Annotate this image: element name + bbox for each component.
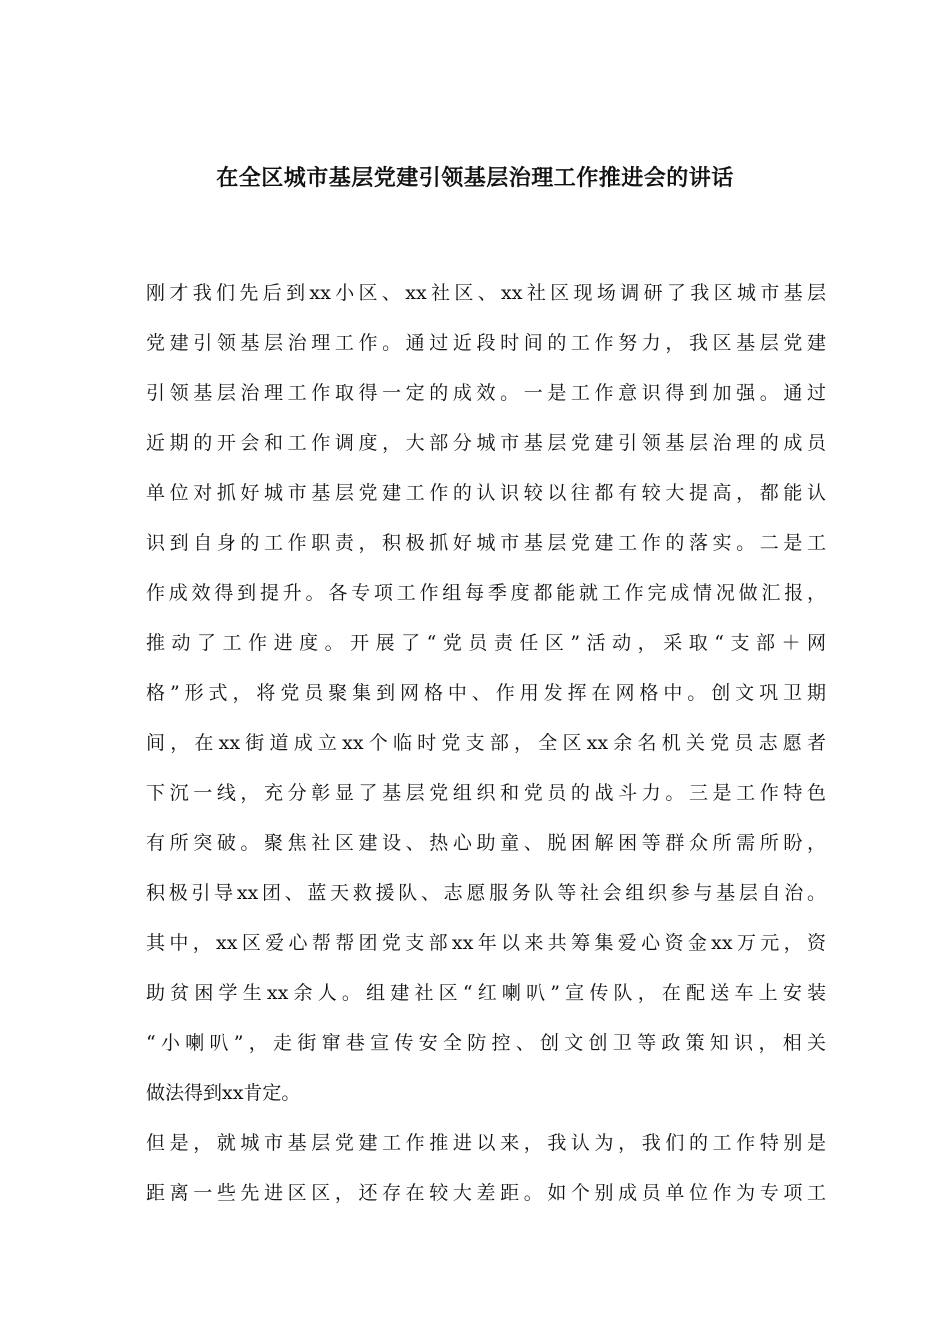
paragraph-line: 下沉一线，充分彰显了基层党组织和党员的战斗力。三是工作特色 xyxy=(146,782,826,804)
paragraph-line: 单位对抓好城市基层党建工作的认识较以往都有较大提高，都能认 xyxy=(146,482,826,504)
paragraph-line: 格”形式，将党员聚集到网格中、作用发挥在网格中。创文巩卫期 xyxy=(146,682,826,704)
paragraph-line: 刚才我们先后到xx小区、xx社区、xx社区现场调研了我区城市基层 xyxy=(146,282,826,304)
paragraph-line: 作成效得到提升。各专项工作组每季度都能就工作完成情况做汇报， xyxy=(146,582,826,604)
paragraph-line: 党建引领基层治理工作。通过近段时间的工作努力，我区基层党建 xyxy=(146,332,826,354)
paragraph-line: 引领基层治理工作取得一定的成效。一是工作意识得到加强。通过 xyxy=(146,382,826,404)
paragraph-line: 助贫困学生xx余人。组建社区“红喇叭”宣传队，在配送车上安装 xyxy=(146,982,826,1004)
paragraph-line-last: 做法得到xx肯定。 xyxy=(146,1082,301,1104)
paragraph-line: 距离一些先进区区，还存在较大差距。如个别成员单位作为专项工 xyxy=(146,1182,826,1204)
paragraph-line: 推动了工作进度。开展了“党员责任区”活动，采取“支部＋网 xyxy=(146,632,826,654)
paragraph-line: 有所突破。聚焦社区建设、热心助童、脱困解困等群众所需所盼， xyxy=(146,832,826,854)
paragraph-line: 但是，就城市基层党建工作推进以来，我认为，我们的工作特别是 xyxy=(146,1132,826,1154)
paragraph-line: 近期的开会和工作调度，大部分城市基层党建引领基层治理的成员 xyxy=(146,432,826,454)
paragraph-line: 其中，xx区爱心帮帮团党支部xx年以来共筹集爱心资金xx万元，资 xyxy=(146,932,826,954)
paragraph-line: 识到自身的工作职责，积极抓好城市基层党建工作的落实。二是工 xyxy=(146,532,826,554)
paragraph-line: “小喇叭”，走街窜巷宣传安全防控、创文创卫等政策知识，相关 xyxy=(146,1032,826,1054)
document-title: 在全区城市基层党建引领基层治理工作推进会的讲话 xyxy=(216,166,734,191)
paragraph-line: 间，在xx街道成立xx个临时党支部，全区xx余名机关党员志愿者 xyxy=(146,732,826,754)
paragraph-line: 积极引导xx团、蓝天救援队、志愿服务队等社会组织参与基层自治。 xyxy=(146,882,826,904)
